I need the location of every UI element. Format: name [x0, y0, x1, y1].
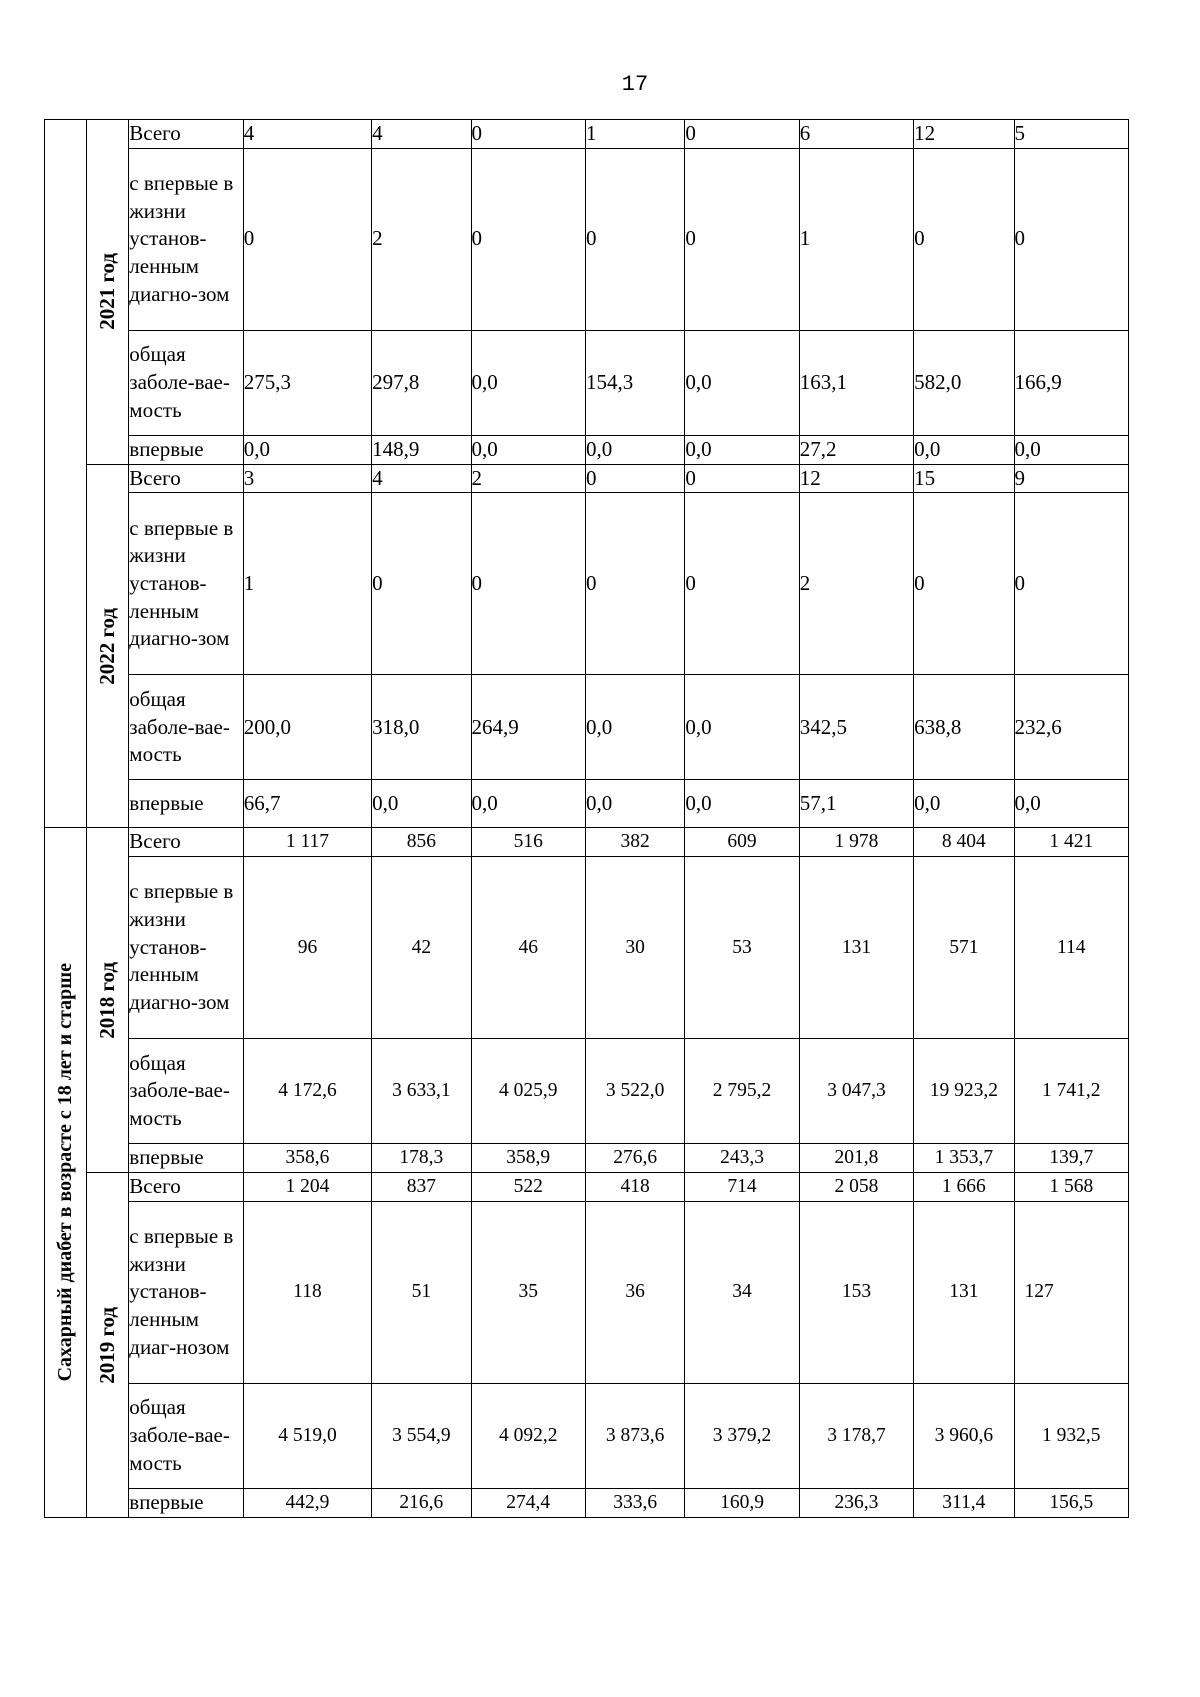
value-cell: 1 666	[914, 1173, 1014, 1202]
year-label-cell	[87, 464, 129, 828]
table-row	[45, 435, 1129, 464]
value-cell: 0,0	[1014, 780, 1128, 828]
value-cell: 3	[243, 464, 371, 493]
value-cell: 0	[685, 120, 799, 149]
year-label: 2019 год	[94, 1306, 119, 1384]
value-cell: 522	[471, 1173, 585, 1202]
table-row	[45, 857, 1129, 1039]
value-cell: 714	[685, 1173, 799, 1202]
value-cell: 66,7	[243, 780, 371, 828]
row-label-general-morbidity: общая заболе-вае-мость	[129, 1383, 243, 1488]
statistics-table	[44, 119, 1129, 1518]
value-cell: 166,9	[1014, 330, 1128, 435]
year-label-cell	[87, 120, 129, 465]
row-label-general-morbidity: общая заболе-вае-мость	[129, 330, 243, 435]
table-row	[45, 828, 1129, 857]
value-cell: 4 519,0	[243, 1383, 371, 1488]
row-label-first-time: впервые	[129, 435, 243, 464]
value-cell: 4	[372, 464, 471, 493]
value-cell: 9	[1014, 464, 1128, 493]
value-cell: 3 554,9	[372, 1383, 471, 1488]
section-bottom	[45, 828, 1129, 1517]
value-cell: 154,3	[585, 330, 684, 435]
value-cell: 0,0	[471, 435, 585, 464]
table-row	[45, 1173, 1129, 1202]
value-cell: 0	[372, 493, 471, 675]
value-cell: 12	[799, 464, 913, 493]
value-cell: 131	[799, 857, 913, 1039]
value-cell: 232,6	[1014, 675, 1128, 780]
value-cell: 856	[372, 828, 471, 857]
value-cell: 4 092,2	[471, 1383, 585, 1488]
value-cell: 114	[1014, 857, 1128, 1039]
row-label-total: Всего	[129, 1173, 243, 1202]
value-cell: 2	[471, 464, 585, 493]
value-cell: 837	[372, 1173, 471, 1202]
value-cell: 0,0	[585, 435, 684, 464]
value-cell: 42	[372, 857, 471, 1039]
value-cell: 1	[799, 148, 913, 330]
value-cell: 0,0	[685, 675, 799, 780]
value-cell: 0	[585, 493, 684, 675]
value-cell: 34	[685, 1201, 799, 1383]
value-cell: 358,9	[471, 1144, 585, 1173]
table-row	[45, 1201, 1129, 1383]
value-cell: 0	[1014, 493, 1128, 675]
value-cell: 4 172,6	[243, 1039, 371, 1144]
table-row	[45, 330, 1129, 435]
row-label-first-time-diagnosed: с впервые в жизни установ-ленным диагно-зом	[129, 493, 243, 675]
value-cell: 609	[685, 828, 799, 857]
value-cell: 0,0	[685, 780, 799, 828]
value-cell: 0,0	[1014, 435, 1128, 464]
section-top	[45, 120, 1129, 828]
value-cell: 274,4	[471, 1488, 585, 1517]
value-cell: 131	[914, 1201, 1014, 1383]
value-cell: 4	[243, 120, 371, 149]
value-cell: 201,8	[799, 1144, 913, 1173]
row-label-first-time: впервые	[129, 780, 243, 828]
value-cell: 342,5	[799, 675, 913, 780]
value-cell: 148,9	[372, 435, 471, 464]
value-cell: 51	[372, 1201, 471, 1383]
value-cell: 178,3	[372, 1144, 471, 1173]
value-cell: 127	[1014, 1201, 1128, 1383]
value-cell: 200,0	[243, 675, 371, 780]
table-row	[45, 120, 1129, 149]
value-cell: 0	[471, 120, 585, 149]
value-cell: 0	[685, 493, 799, 675]
row-label-first-time: впервые	[129, 1488, 243, 1517]
value-cell: 3 047,3	[799, 1039, 913, 1144]
disease-label: Сахарный диабет в возрасте с 18 лет и старше	[53, 963, 76, 1382]
value-cell: 0	[914, 148, 1014, 330]
row-label-total: Всего	[129, 828, 243, 857]
value-cell: 318,0	[372, 675, 471, 780]
value-cell: 6	[799, 120, 913, 149]
value-cell: 236,3	[799, 1488, 913, 1517]
value-cell: 30	[585, 857, 684, 1039]
value-cell: 118	[243, 1201, 371, 1383]
value-cell: 153	[799, 1201, 913, 1383]
value-cell: 139,7	[1014, 1144, 1128, 1173]
row-label-first-time: впервые	[129, 1144, 243, 1173]
value-cell: 1 932,5	[1014, 1383, 1128, 1488]
value-cell: 0	[471, 148, 585, 330]
value-cell: 2	[372, 148, 471, 330]
value-cell: 276,6	[585, 1144, 684, 1173]
year-label-cell	[87, 1173, 129, 1518]
value-cell: 57,1	[799, 780, 913, 828]
value-cell: 0	[914, 493, 1014, 675]
value-cell: 0,0	[471, 780, 585, 828]
row-label-first-time-diagnosed: с впервые в жизни установ-ленным диагно-зом	[129, 148, 243, 330]
value-cell: 297,8	[372, 330, 471, 435]
table-row	[45, 464, 1129, 493]
value-cell: 358,6	[243, 1144, 371, 1173]
year-label: 2021 год	[94, 253, 119, 331]
value-cell: 4	[372, 120, 471, 149]
value-cell: 36	[585, 1201, 684, 1383]
value-cell: 0,0	[372, 780, 471, 828]
value-cell: 19 923,2	[914, 1039, 1014, 1144]
value-cell: 4 025,9	[471, 1039, 585, 1144]
row-label-first-time-diagnosed: с впервые в жизни установ-ленным диаг-нозом	[129, 1201, 243, 1383]
value-cell: 382	[585, 828, 684, 857]
value-cell: 3 379,2	[685, 1383, 799, 1488]
value-cell: 0,0	[914, 435, 1014, 464]
value-cell: 0	[585, 148, 684, 330]
table-row	[45, 1383, 1129, 1488]
disease-label-cell	[45, 120, 87, 828]
value-cell: 3 178,7	[799, 1383, 913, 1488]
value-cell: 582,0	[914, 330, 1014, 435]
table-row	[45, 780, 1129, 828]
row-label-general-morbidity: общая заболе-вае-мость	[129, 675, 243, 780]
value-cell: 1 421	[1014, 828, 1128, 857]
value-cell: 638,8	[914, 675, 1014, 780]
page-number: 17	[621, 72, 649, 97]
value-cell: 3 873,6	[585, 1383, 684, 1488]
value-cell: 8 404	[914, 828, 1014, 857]
value-cell: 0,0	[685, 330, 799, 435]
value-cell: 35	[471, 1201, 585, 1383]
row-label-total: Всего	[129, 120, 243, 149]
table-row	[45, 1039, 1129, 1144]
disease-label-cell	[45, 828, 87, 1517]
value-cell: 1 741,2	[1014, 1039, 1128, 1144]
value-cell: 216,6	[372, 1488, 471, 1517]
value-cell: 160,9	[685, 1488, 799, 1517]
value-cell: 0,0	[585, 780, 684, 828]
value-cell: 15	[914, 464, 1014, 493]
year-label-cell	[87, 828, 129, 1173]
value-cell: 1	[243, 493, 371, 675]
value-cell: 442,9	[243, 1488, 371, 1517]
value-cell: 0	[685, 464, 799, 493]
table-row	[45, 675, 1129, 780]
value-cell: 53	[685, 857, 799, 1039]
value-cell: 12	[914, 120, 1014, 149]
value-cell: 2 058	[799, 1173, 913, 1202]
value-cell: 3 633,1	[372, 1039, 471, 1144]
value-cell: 0,0	[471, 330, 585, 435]
value-cell: 1 117	[243, 828, 371, 857]
value-cell: 96	[243, 857, 371, 1039]
value-cell: 1 978	[799, 828, 913, 857]
table-row	[45, 493, 1129, 675]
row-label-general-morbidity: общая заболе-вае-мость	[129, 1039, 243, 1144]
value-cell: 0,0	[685, 435, 799, 464]
value-cell: 0	[471, 493, 585, 675]
value-cell: 311,4	[914, 1488, 1014, 1517]
value-cell: 243,3	[685, 1144, 799, 1173]
value-cell: 571	[914, 857, 1014, 1039]
year-label: 2018 год	[94, 961, 119, 1039]
value-cell: 1 204	[243, 1173, 371, 1202]
value-cell: 275,3	[243, 330, 371, 435]
value-cell: 0	[585, 464, 684, 493]
value-cell: 264,9	[471, 675, 585, 780]
value-cell: 1 353,7	[914, 1144, 1014, 1173]
value-cell: 516	[471, 828, 585, 857]
value-cell: 0,0	[585, 675, 684, 780]
value-cell: 1 568	[1014, 1173, 1128, 1202]
value-cell: 3 522,0	[585, 1039, 684, 1144]
row-label-total: Всего	[129, 464, 243, 493]
value-cell: 3 960,6	[914, 1383, 1014, 1488]
table-row	[45, 1144, 1129, 1173]
value-cell: 0	[685, 148, 799, 330]
value-cell: 0,0	[243, 435, 371, 464]
table-row	[45, 148, 1129, 330]
value-cell: 163,1	[799, 330, 913, 435]
value-cell: 27,2	[799, 435, 913, 464]
value-cell: 0	[243, 148, 371, 330]
value-cell: 46	[471, 857, 585, 1039]
value-cell: 0,0	[914, 780, 1014, 828]
value-cell: 1	[585, 120, 684, 149]
table-row	[45, 1488, 1129, 1517]
value-cell: 2	[799, 493, 913, 675]
value-cell: 0	[1014, 148, 1128, 330]
value-cell: 2 795,2	[685, 1039, 799, 1144]
row-label-first-time-diagnosed: с впервые в жизни установ-ленным диагно-зом	[129, 857, 243, 1039]
value-cell: 5	[1014, 120, 1128, 149]
value-cell: 156,5	[1014, 1488, 1128, 1517]
value-cell: 418	[585, 1173, 684, 1202]
value-cell: 333,6	[585, 1488, 684, 1517]
year-label: 2022 год	[94, 607, 119, 685]
